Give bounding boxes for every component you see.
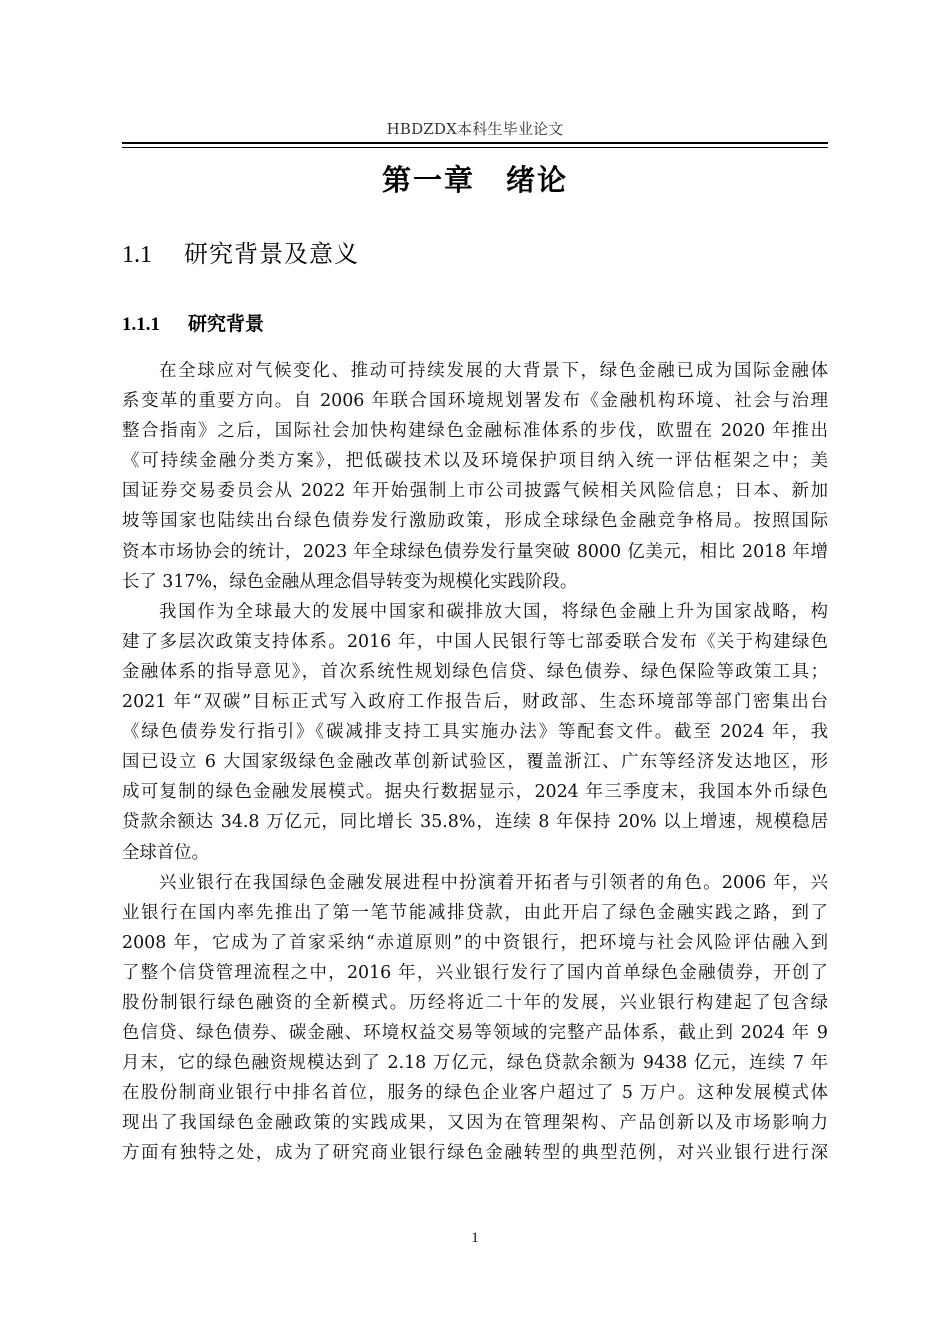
- paragraph-line: 了整个信贷管理流程之中，2016 年，兴业银行发行了国内首单绿色金融债券，开创了: [122, 962, 828, 983]
- paragraph-line: 方面有独特之处，成为了研究商业银行绿色金融转型的典型范例，对兴业银行进行深: [122, 1143, 828, 1164]
- paragraph-line: 国已设立 6 大国家级绿色金融改革创新试验区，覆盖浙江、广东等经济发达地区，形: [122, 752, 828, 773]
- paragraph-line: 整合指南》之后，国际社会加快构建绿色金融标准体系的步伐，欧盟在 2020 年推出: [122, 421, 828, 442]
- paragraph-line: 在股份制商业银行中排名首位，服务的绿色企业客户超过了 5 万户。这种发展模式体: [122, 1083, 828, 1104]
- paragraph-line: 现出了我国绿色金融政策的实践成果，又因为在管理架构、产品创新以及市场影响力: [122, 1113, 828, 1134]
- paragraph-line: 资本市场协会的统计，2023 年全球绿色债券发行量突破 8000 亿美元，相比 2018 年增: [122, 541, 828, 562]
- section-number: 1.1: [122, 242, 152, 268]
- body-text: [122, 356, 828, 1169]
- paragraph-line: 在全球应对气候变化、推动可持续发展的大背景下，绿色金融已成为国际金融体: [159, 361, 828, 381]
- section-heading: [122, 236, 359, 273]
- paragraph-line: 成可复制的绿色金融发展模式。据央行数据显示，2024 年三季度末，我国本外币绿色: [122, 782, 828, 803]
- paragraph-line: 全球首位。: [122, 842, 209, 863]
- header-rule-thin: [122, 147, 828, 148]
- chapter-title: 第一章 绪论: [381, 163, 568, 197]
- subsection-number: 1.1.1: [122, 314, 160, 335]
- paragraph-line: 国证券交易委员会从 2022 年开始强制上市公司披露气候相关风险信息；日本、新加: [122, 481, 828, 502]
- paragraph-line: 2021 年“双碳”目标正式写入政府工作报告后，财政部、生态环境部等部门密集出台: [122, 692, 828, 713]
- subsection-title: 研究背景: [188, 313, 265, 335]
- paragraph-line: 金融体系的指导意见》，首次系统性规划绿色信贷、绿色债券、绿色保险等政策工具；: [122, 661, 828, 682]
- paragraph-line: 2008 年，它成为了首家采纳“赤道原则”的中资银行，把环境与社会风险评估融入到: [122, 932, 828, 953]
- subsection-heading: [122, 309, 264, 340]
- paragraph-line: 股份制银行绿色融资的全新模式。历经将近二十年的发展，兴业银行构建起了包含绿: [122, 992, 828, 1013]
- paragraph-line: 业银行在国内率先推出了第一笔节能减排贷款，由此开启了绿色金融实践之路，到了: [122, 902, 828, 923]
- header-rule-thick: [122, 142, 828, 144]
- paragraph-line: 我国作为全球最大的发展中国家和碳排放大国，将绿色金融上升为国家战略，构: [159, 601, 828, 622]
- paragraph-line: 贷款余额达 34.8 万亿元，同比增长 35.8%，连续 8 年保持 20% 以上增速，规模稳居: [122, 812, 828, 833]
- paragraph-line: 月末，它的绿色融资规模达到了 2.18 万亿元，绿色贷款余额为 9438 亿元，连续 7 年: [122, 1053, 828, 1074]
- running-header: HBDZDX本科生毕业论文: [386, 120, 564, 138]
- paragraph-line: 系变革的重要方向。自 2006 年联合国环境规划署发布《金融机构环境、社会与治理: [122, 391, 828, 412]
- paragraph-line: 坡等国家也陆续出台绿色债券发行激励政策，形成全球绿色金融竞争格局。按照国际: [122, 511, 828, 532]
- section-title: 研究背景及意义: [184, 240, 359, 268]
- paragraph-line: 《绿色债券发行指引》《碳减排支持工具实施办法》等配套文件。截至 2024 年，我: [122, 722, 828, 743]
- paragraph-line: 《可持续金融分类方案》，把低碳技术以及环境保护项目纳入统一评估框架之中；美: [122, 451, 828, 472]
- page-number: 1: [471, 1230, 479, 1246]
- paragraph-line: 建了多层次政策支持体系。2016 年，中国人民银行等七部委联合发布《关于构建绿色: [122, 631, 828, 652]
- paragraph-line: 长了 317%，绿色金融从理念倡导转变为规模化实践阶段。: [122, 571, 578, 592]
- paragraph-line: 色信贷、绿色债券、碳金融、环境权益交易等领域的完整产品体系，截止到 2024 年 9: [122, 1023, 828, 1044]
- paragraph-line: 兴业银行在我国绿色金融发展进程中扮演着开拓者与引领者的角色。2006 年，兴: [159, 872, 828, 893]
